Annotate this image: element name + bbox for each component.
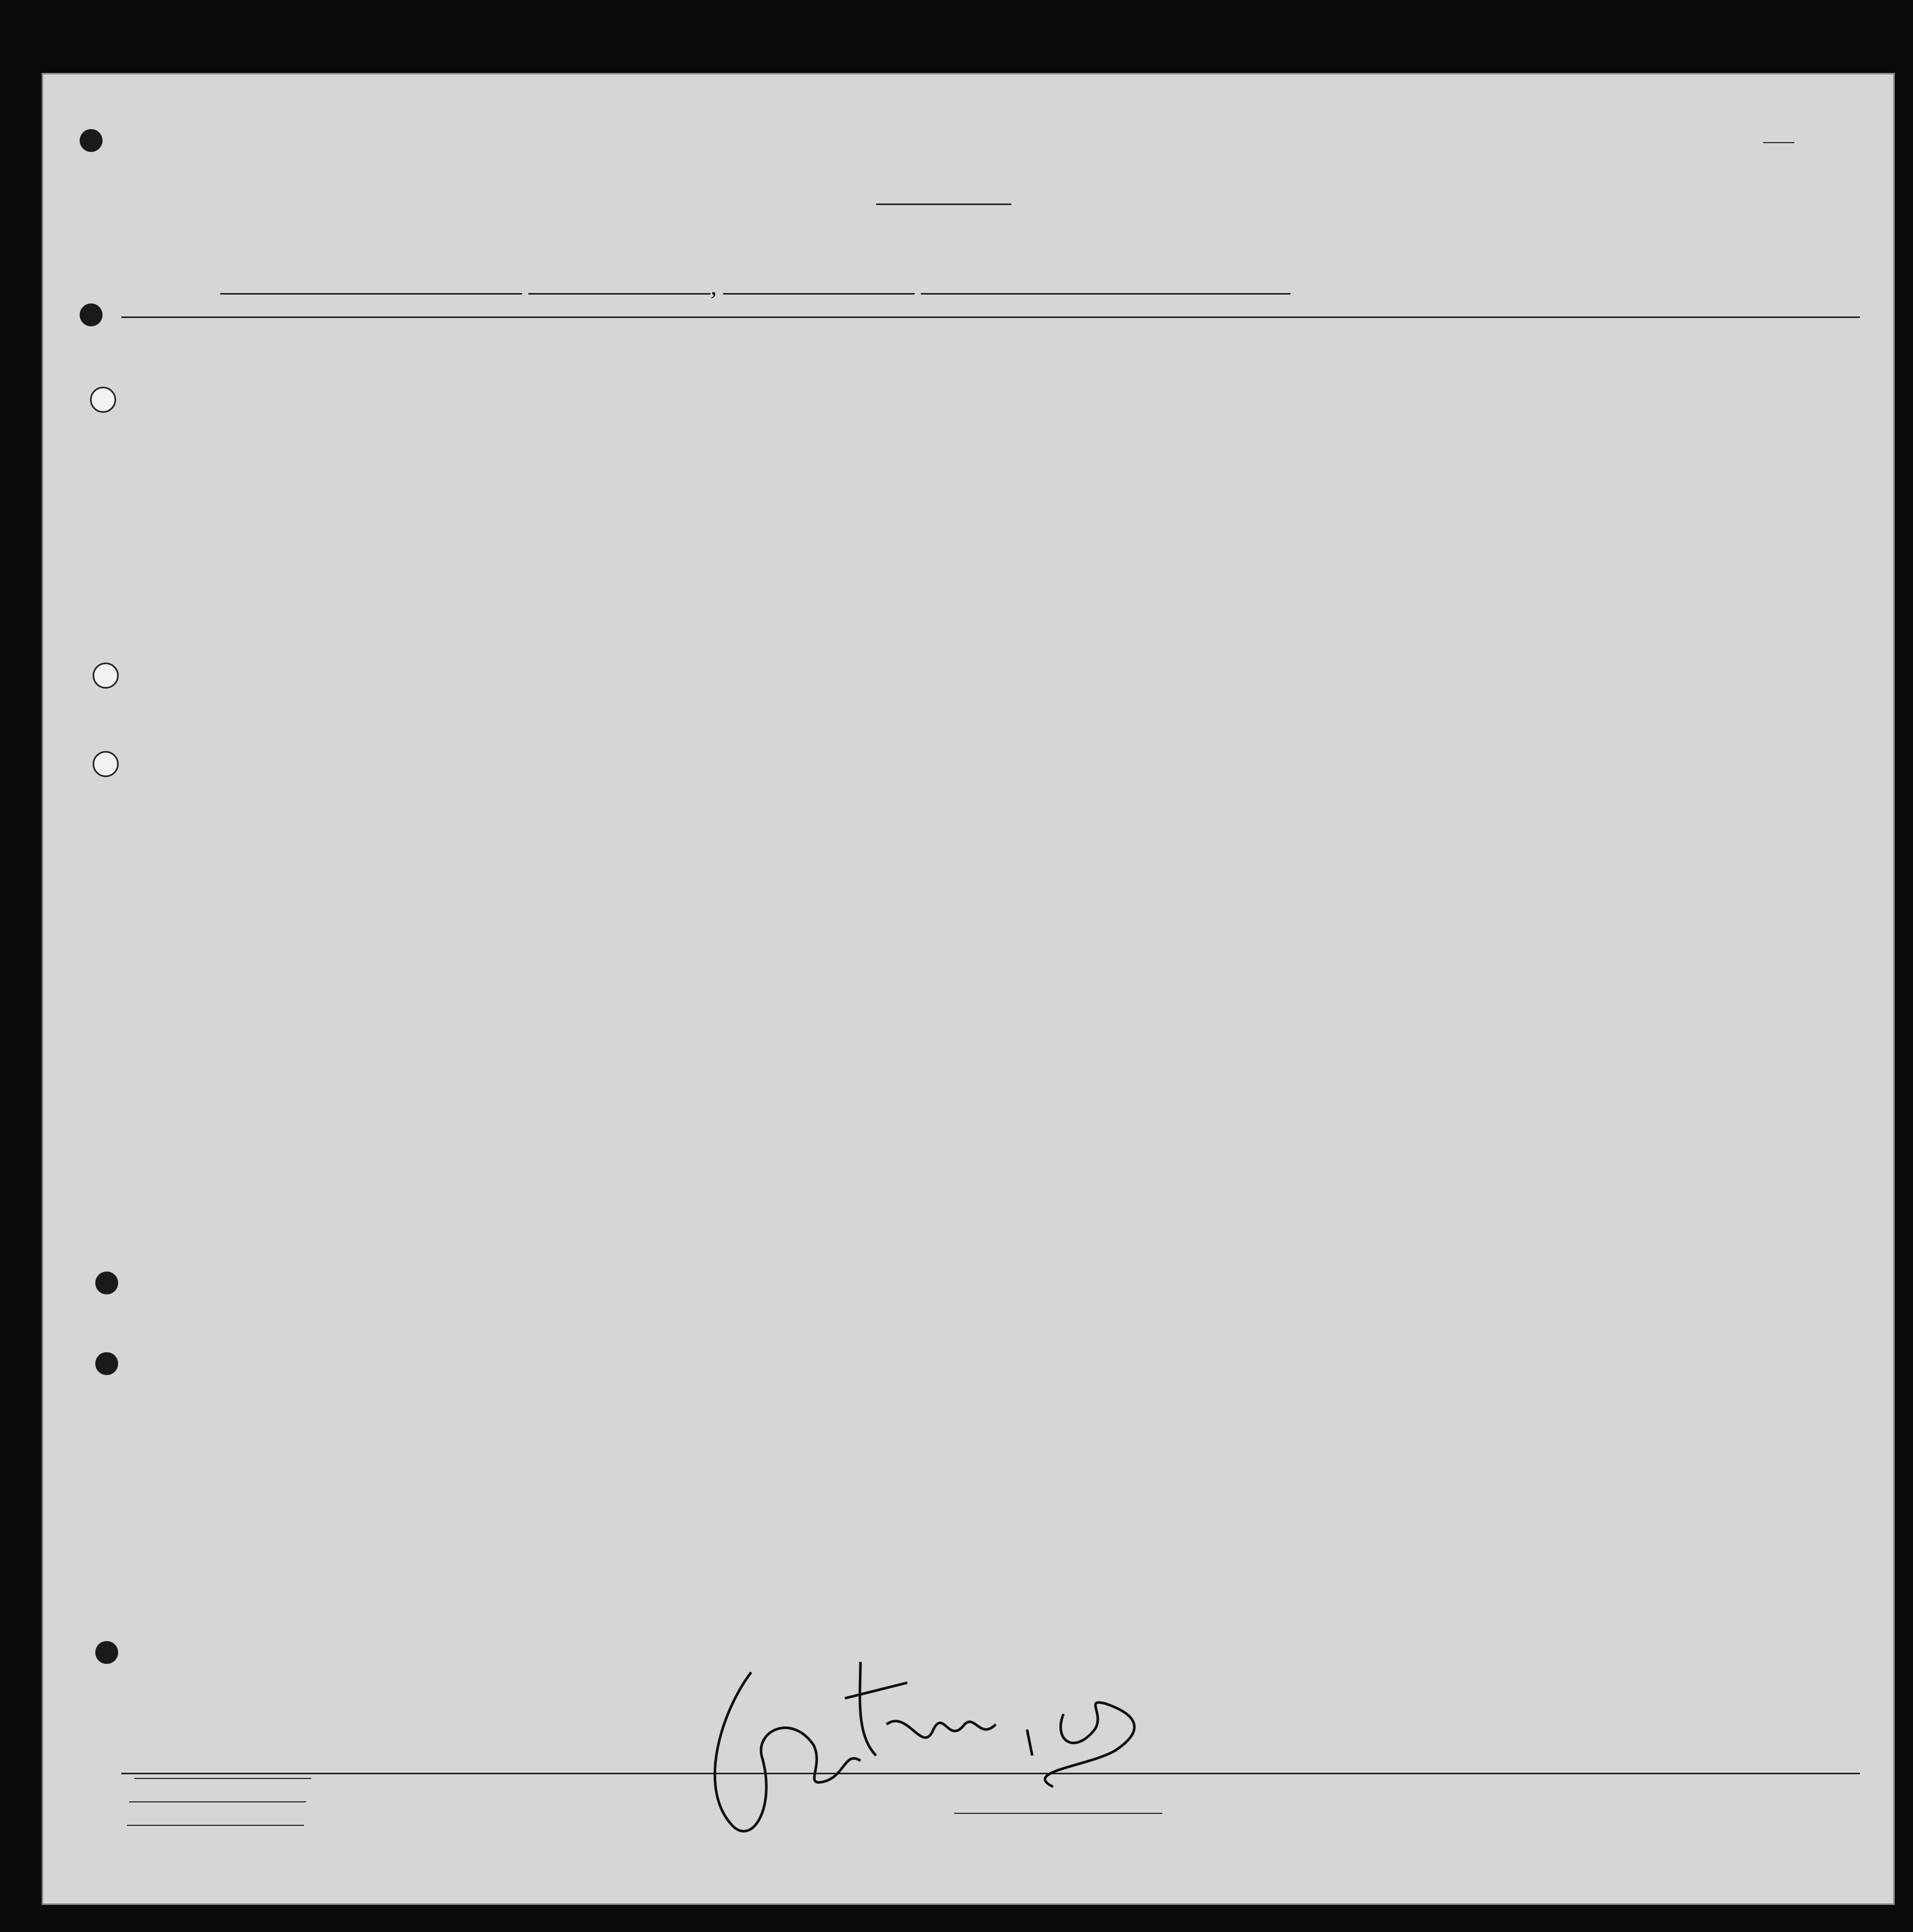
- binder-hole: [95, 1641, 118, 1664]
- crew-table: [121, 316, 1860, 1774]
- owners-value: [129, 1801, 306, 1802]
- departure-port: [921, 293, 1290, 295]
- binder-hole: [95, 1352, 118, 1375]
- binder-hole: [95, 1272, 118, 1294]
- line-value: [134, 1778, 311, 1779]
- binder-hole: [93, 751, 119, 777]
- inspector-signature: [689, 1651, 1168, 1860]
- binder-hole: [93, 663, 119, 689]
- sheet-number-value: [1763, 126, 1794, 143]
- title-rule: [876, 204, 1011, 205]
- line-field: [124, 1769, 311, 1783]
- binder-hole: [90, 387, 116, 413]
- sheet-number: [1742, 126, 1794, 142]
- manifest-sheet: [42, 73, 1895, 1905]
- agents-value: [127, 1825, 304, 1826]
- inspector-label: [954, 1813, 1162, 1817]
- binder-hole: [80, 129, 103, 152]
- agents-field: [124, 1815, 304, 1829]
- arrival-port: [528, 293, 711, 295]
- owners-field: [124, 1792, 306, 1806]
- binder-hole: [80, 303, 103, 326]
- vessel-name: [220, 293, 522, 295]
- vessel-line: ,: [220, 272, 1290, 301]
- arrival-year: [910, 293, 915, 295]
- arrival-date: [723, 293, 910, 295]
